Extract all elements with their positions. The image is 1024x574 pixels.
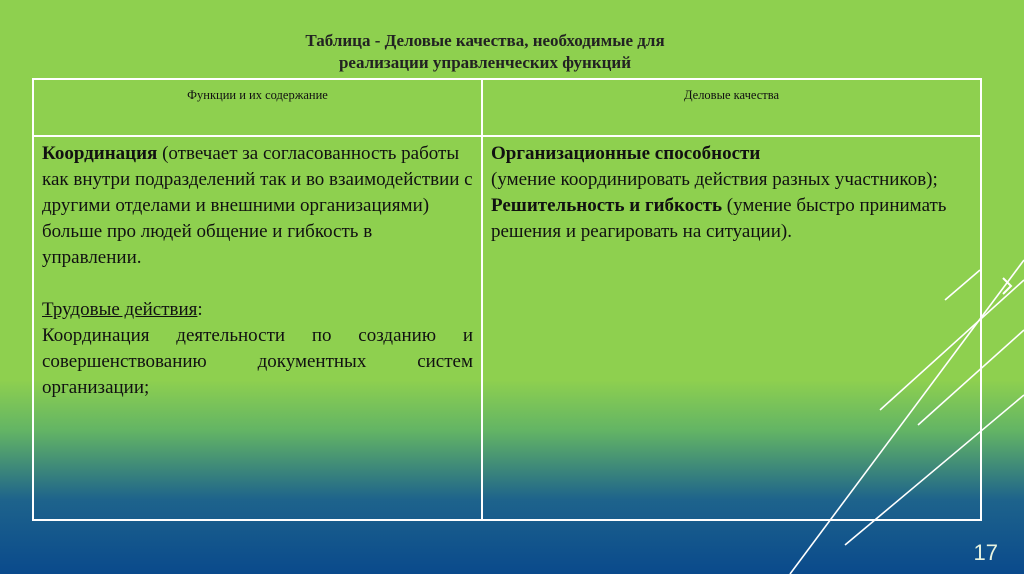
business-qualities-table — [32, 78, 982, 521]
labor-actions-colon: : — [197, 299, 203, 320]
quality-1-description: (умение координировать действия разных участников); — [491, 169, 938, 190]
quality-2-term: Решительность и гибкость — [491, 195, 723, 216]
coordination-term: Координация — [42, 143, 158, 164]
quality-1-title — [491, 141, 972, 167]
coordination-paragraph — [42, 141, 473, 271]
quality-2-paragraph — [491, 193, 972, 245]
header-qualities: Деловые качества — [482, 79, 981, 136]
functions-cell — [33, 136, 482, 520]
header-functions: Функции и их содержание — [33, 79, 482, 136]
title-line-1: Таблица - Деловые качества, необходимые для — [305, 31, 665, 50]
title-line-2: реализации управленческих функций — [338, 53, 632, 72]
labor-actions-heading-line — [42, 297, 473, 323]
labor-actions-text: Координация деятельности по созданию и совершенствованию документных систем организации; — [42, 325, 473, 398]
spacer — [42, 271, 473, 297]
labor-actions-heading: Трудовые действия — [42, 299, 198, 320]
quality-2-description: (умение быстро принимать решения и реагировать на ситуации). — [491, 195, 947, 242]
table-row — [33, 136, 981, 520]
table-header-row — [33, 79, 981, 136]
page-number: 17 — [973, 540, 998, 565]
quality-1-term: Организационные способности — [491, 143, 761, 164]
qualities-cell — [482, 136, 981, 520]
coordination-description: (отвечает за согласованность работы как внутри подразделений так и во взаимодействии с другими отделами и внешними организациями) больше про людей общение и гибкость в управлении. — [42, 143, 473, 268]
slide-title — [180, 30, 790, 74]
